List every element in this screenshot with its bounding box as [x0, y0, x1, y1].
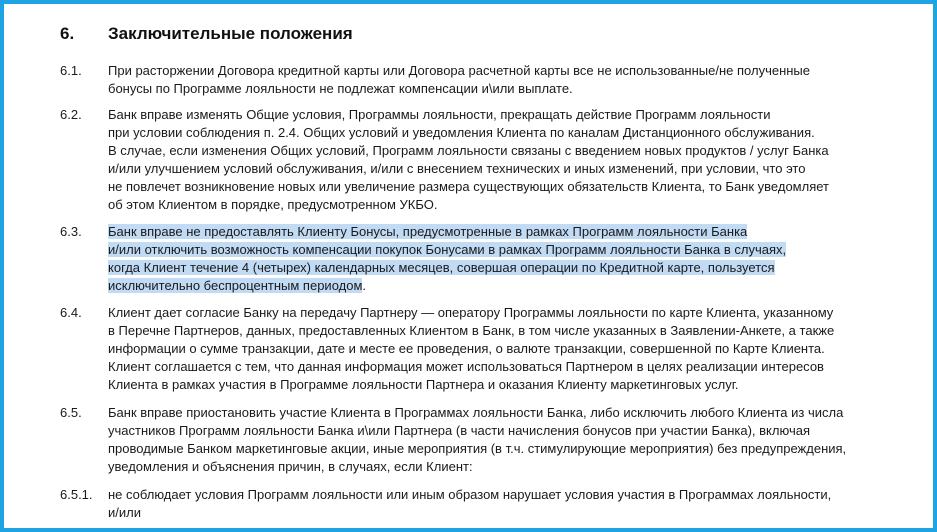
clause-tail: .: [362, 278, 367, 293]
section-title: Заключительные положения: [108, 24, 353, 43]
selected-text[interactable]: когда Клиент течение 4 (четырех) календарных месяцев, совершая операции по Кредитной карте, пользуется: [108, 260, 775, 275]
clause-text: [108, 304, 908, 394]
clause-line: [108, 277, 908, 295]
clause-line: бонусы по Программе лояльности не подлежат компенсации и\или выплате.: [108, 81, 573, 96]
clause-line: Клиент соглашается с тем, что данная информация может использоваться Партнером в целях реализации интересов: [108, 359, 824, 374]
clause-text: [108, 404, 908, 476]
clause-line: [108, 259, 908, 277]
clause-number: 6.3.: [60, 224, 82, 239]
clause-number: 6.2.: [60, 107, 82, 122]
clause-line: уведомления и объяснения причин, в случаях, если Клиент:: [108, 459, 473, 474]
clause-line: Клиента в рамках участия в Программе лояльности Партнера и оказания Клиенту маркетинговых услуг.: [108, 377, 739, 392]
clause-line: информации о сумме транзакции, дате и месте ее проведения, о валюте транзакции, совершенной по Карте Клиента.: [108, 341, 825, 356]
clause-line: [108, 241, 908, 259]
clause-number: 6.1.: [60, 63, 82, 78]
clause-text-selected[interactable]: [108, 223, 908, 295]
clause-line: Банк вправе изменять Общие условия, Программы лояльности, прекращать действие Программ лояльности: [108, 107, 771, 122]
selected-text[interactable]: и/или отключить возможность компенсации покупок Бонусами в рамках Программ лояльности Банка в случаях,: [108, 242, 787, 257]
clause-number: 6.5.1.: [60, 487, 93, 502]
clause-line: В случае, если изменения Общих условий, Программ лояльности связаны с введением новых продуктов / услуг Банка: [108, 143, 829, 158]
clause-line: [108, 223, 908, 241]
selected-text[interactable]: Банк вправе не предоставлять Клиенту Бонусы, предусмотренные в рамках Программ лояльности Банка: [108, 224, 748, 239]
section-number: 6.: [60, 24, 75, 43]
clause-number: 6.5.: [60, 405, 82, 420]
clause-line: при условии соблюдения п. 2.4. Общих условий и уведомления Клиента по каналам Дистанционного обслуживания.: [108, 125, 815, 140]
clause-text: [108, 62, 908, 98]
clause-line: в Перечне Партнеров, данных, предоставленных Клиентом в Банк, в том числе указанных в Заявлении-Анкете, а также: [108, 323, 835, 338]
clause-line: проводимые Банком маркетинговые акции, иные мероприятия (в т.ч. стимулирующие мероприятия) без предупреждения,: [108, 441, 847, 456]
clause-text: [108, 486, 908, 522]
clause-line: участников Программ лояльности Банка и\или Партнера (в части начисления бонусов при участии Банка), включая: [108, 423, 810, 438]
clause-text: [108, 106, 908, 214]
clause-number: 6.4.: [60, 305, 82, 320]
clause-line: Клиент дает согласие Банку на передачу Партнеру — оператору Программы лояльности по карте Клиента, указанному: [108, 305, 834, 320]
clause-line: не соблюдает условия Программ лояльности или иным образом нарушает условия участия в Программах лояльности,: [108, 487, 832, 502]
clause-line: При расторжении Договора кредитной карты или Договора расчетной карты все не использованные/не полученные: [108, 63, 811, 78]
clause-line: об этом Клиентом в порядке, предусмотренном УКБО.: [108, 197, 438, 212]
selected-text[interactable]: исключительно беспроцентным периодом: [108, 278, 363, 293]
clause-line: Банк вправе приостановить участие Клиента в Программах лояльности Банка, либо исключить любого Клиента из числа: [108, 405, 844, 420]
clause-line: и/или: [108, 505, 141, 520]
clause-line: и/или улучшением условий обслуживания, и/или с внесением технических и иных изменений, при условии, что это: [108, 161, 806, 176]
clause-line: не повлечет возникновение новых или увеличение размера существующих обязательств Клиента, то Банк уведомляет: [108, 179, 829, 194]
